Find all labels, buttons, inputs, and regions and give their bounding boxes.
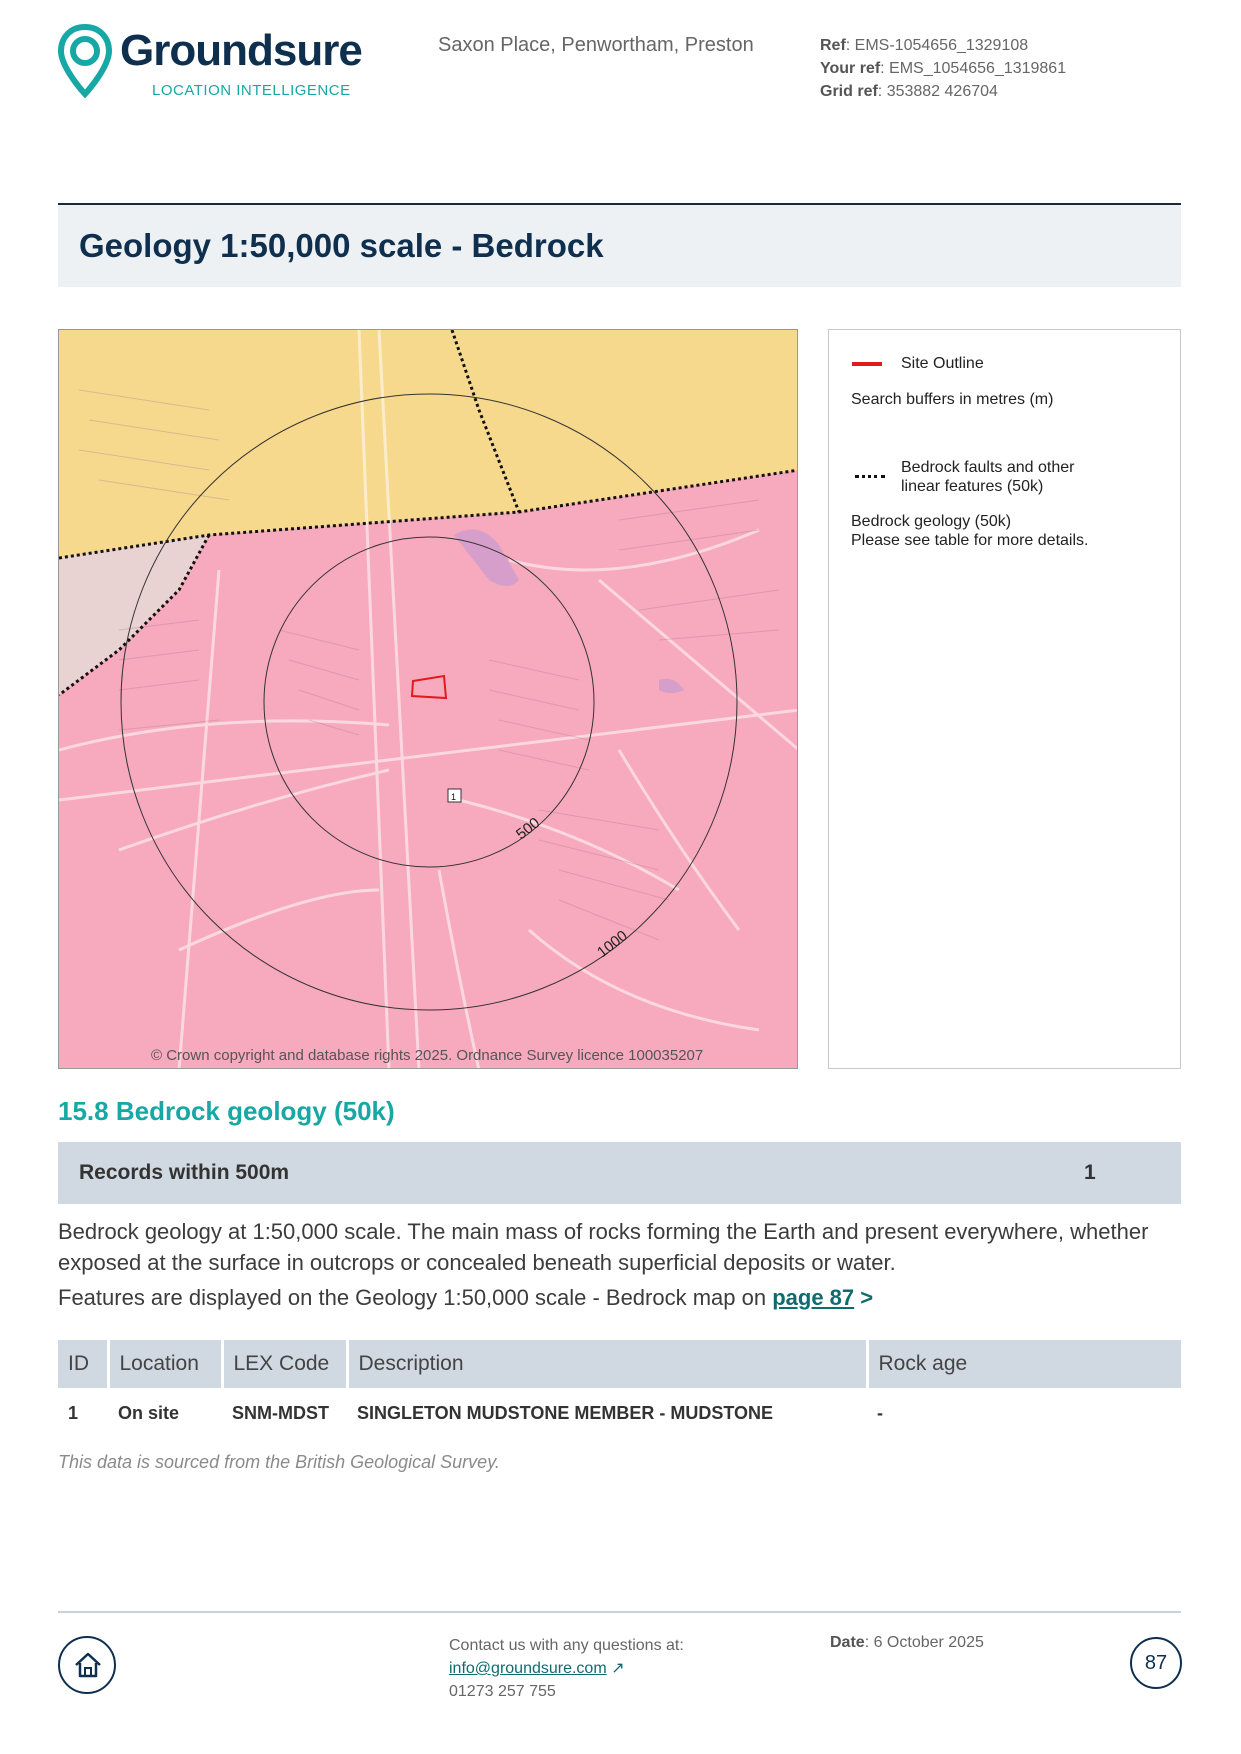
- home-button[interactable]: [58, 1636, 116, 1694]
- map-canvas: [59, 330, 798, 1069]
- contact-email-link[interactable]: info@groundsure.com: [449, 1660, 607, 1677]
- buffer-label-500: 500: [512, 814, 544, 844]
- ref-line: Ref: EMS-1054656_1329108: [820, 37, 1029, 54]
- map-copyright: © Crown copyright and database rights 2025. Ordnance Survey licence 100035207: [151, 1047, 704, 1064]
- location-pin-icon: [58, 24, 112, 98]
- page-title-band: [58, 203, 1181, 287]
- map-legend: [828, 329, 1181, 1069]
- records-band: [58, 1142, 1181, 1204]
- report-date: Date: 6 October 2025: [830, 1634, 984, 1651]
- source-note: This data is sourced from the British Geological Survey.: [58, 1452, 500, 1472]
- site-address: Saxon Place, Penwortham, Preston: [438, 34, 754, 56]
- records-label: Records within 500m: [79, 1161, 290, 1184]
- legend-bedrock: Bedrock geology (50k) Please see table for more details.: [851, 513, 1089, 549]
- col-id: ID: [58, 1340, 108, 1388]
- page-link[interactable]: page 87: [772, 1285, 855, 1310]
- cell-lex-code: SNM-MDST: [232, 1402, 329, 1423]
- logo-tagline: LOCATION INTELLIGENCE: [152, 82, 351, 99]
- col-description: Description: [347, 1340, 867, 1388]
- logo-wordmark: Groundsure: [120, 26, 362, 75]
- your-ref-line: Your ref: EMS_1054656_1319861: [820, 60, 1067, 77]
- section-title: 15.8 Bedrock geology (50k): [58, 1096, 395, 1126]
- records-count: 1: [1084, 1161, 1096, 1184]
- bedrock-table: [58, 1340, 1181, 1438]
- buffer-label-1000: 1000: [593, 927, 631, 962]
- groundsure-logo: [58, 24, 378, 104]
- contact-label: Contact us with any questions at:: [449, 1637, 684, 1654]
- col-location: Location: [108, 1340, 222, 1388]
- description-paragraph: Bedrock geology at 1:50,000 scale. The main mass of rocks forming the Earth and present everywhere, whether exposed at the surface in outcrops or concealed beneath superficial deposits or water.: [58, 1219, 1149, 1275]
- page-title: Geology 1:50,000 scale - Bedrock: [79, 227, 604, 264]
- site-outline-swatch: [852, 362, 882, 366]
- col-rock-age: Rock age: [867, 1340, 1181, 1388]
- geology-map: [58, 329, 798, 1069]
- legend-buffers: Search buffers in metres (m): [851, 391, 1054, 408]
- cell-id: 1: [68, 1402, 79, 1423]
- reference-block: [820, 34, 1066, 103]
- grid-ref-line: Grid ref: 353882 426704: [820, 83, 998, 100]
- feature-marker-label: 1: [451, 792, 457, 802]
- map-reference-paragraph: Features are displayed on the Geology 1:50,000 scale - Bedrock map on page 87 >: [58, 1285, 874, 1310]
- home-icon: [73, 1650, 103, 1680]
- cell-location: On site: [118, 1402, 180, 1423]
- legend-faults: Bedrock faults and other linear features (50k): [901, 459, 1075, 495]
- external-link-icon: ↗: [611, 1660, 625, 1677]
- col-lex-code: LEX Code: [222, 1340, 347, 1388]
- contact-block: [449, 1634, 684, 1703]
- legend-site-outline: Site Outline: [901, 355, 984, 372]
- footer-divider: [58, 1611, 1181, 1613]
- cell-description: SINGLETON MUDSTONE MEMBER - MUDSTONE: [357, 1402, 774, 1423]
- page-link-arrow[interactable]: >: [860, 1285, 874, 1310]
- fault-line-swatch: [855, 475, 885, 478]
- table-header-row: [58, 1340, 1181, 1388]
- cell-rock-age: -: [877, 1402, 883, 1423]
- contact-phone: 01273 257 755: [449, 1683, 556, 1700]
- table-row: [58, 1388, 1181, 1438]
- page-number: 87: [1130, 1637, 1182, 1689]
